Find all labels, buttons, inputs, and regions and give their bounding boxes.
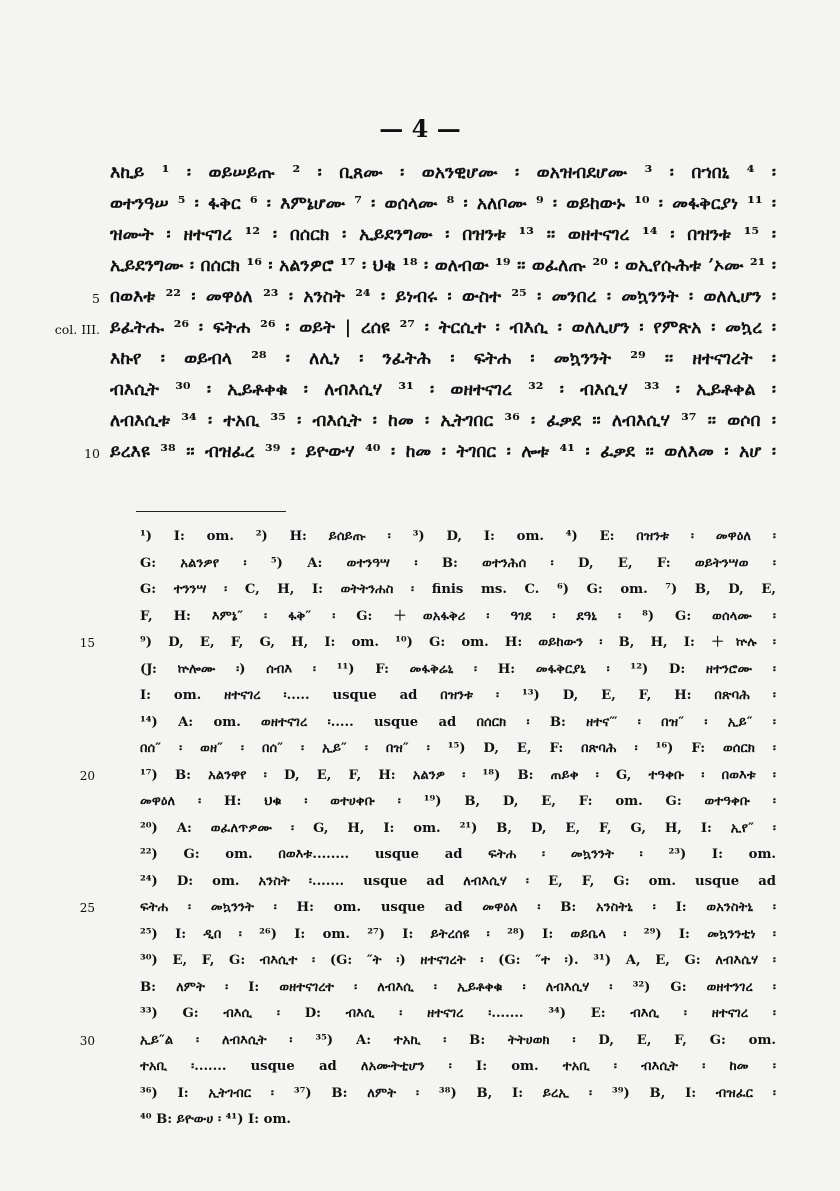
main-text-line — [60, 344, 780, 375]
main-text-line-text: ይረእዩ ³⁸ ፡፡ ብዝፈረ ³⁹ ፡ ይዮውሃ ⁴⁰ ፡ ከመ ፡ ትገበር ፡ ሎቱ ⁴¹ ፡ ፈቃደ ፡፡ ወለእመ ፡ አሆ ፡ — [110, 442, 776, 462]
apparatus-line-text: I: om. ዘተናገረ ፡..... usque ad በዝንቱ ፡ ¹³) D, E, F, H: በጽባሕ ፡ — [140, 688, 776, 703]
apparatus-line-text: ¹) I: om. ²) H: ይሰይጡ ፡ ³) D, I: om. ⁴) E: በዝንቱ ፡ መዋዕለ ፡ — [140, 529, 776, 544]
apparatus-line-text: F, H: እምኔ″ ፡ ፋቅ″ ፡ G: ＋ወአፋቅሪ ፡ ዓገደ ፡ ደዓኒ ፡ ⁸) G: ወሰላሙ ፡ — [140, 608, 776, 624]
main-text-line-text: ኢይደንግሙ ፡ በሰርክ ¹⁶ ፡ አልንዎሮ ¹⁷ ፡ ህቁ ¹⁸ ፡ ወለብው ¹⁹ ፡፡ ወፈለጡ ²⁰ ፡ ወኢየሱሕቱ ʼኦሙ ²¹ ፡ — [110, 256, 776, 276]
apparatus-line — [60, 710, 780, 737]
main-text-line — [60, 437, 780, 468]
main-text-line-text: ለብእሲቱ ³⁴ ፡ ተአቢ ³⁵ ፡ ብእሲት ፡ ከመ ፡ ኢትገበር ³⁶ ፡ ፈቃደ ፡፡ ለብእሲሃ ³⁷ ፡፡ ወሶበ ፡ — [110, 411, 776, 431]
apparatus-line — [60, 683, 780, 710]
apparatus-line — [60, 1001, 780, 1028]
main-text-line-text: ብእሲት ³⁰ ፡ ኢይቶቀቁ ፡ ለብእሲሃ ³¹ ፡ ወዘተናገረ ³² ፡ ብእሲሃ ³³ ፡ ኢይቶቀል ፡ — [110, 380, 776, 400]
apparatus-line — [60, 1107, 780, 1134]
apparatus-line — [60, 736, 780, 763]
main-text-line — [54, 313, 780, 344]
apparatus-line-text: በሰ″ ፡ ወዘ″ ፡ በሰ″ ፡ ኢይ″ ፡ በዝ″ ፡ ¹⁵) D, E, F: በጽባሕ ፡ ¹⁶) F: ወሰርክ ፡ — [140, 741, 776, 756]
main-text-line-text: ይፈትሑ ²⁶ ፡ ፍትሐ ²⁶ ፡ ወይት | ረሰዩ ²⁷ ፡ ትርሲተ ፡ ብእሲ ፡ ወለሊሆን ፡ የምጽአ ፡ መኳረ ፡ — [110, 318, 776, 338]
main-text-line-text: ወተንዓሠ ⁵ ፡ ፋቅር ⁶ ፡ እምኔሆሙ ⁷ ፡ ወሰላሙ ⁸ ፡ አለቦሙ ⁹ ፡ ወይከውኑ ¹⁰ ፡ መፋቅርያነ ¹¹ ፡ — [110, 194, 776, 214]
line-number: 5 — [92, 291, 100, 306]
main-text-line — [60, 220, 780, 251]
apparatus-line-text: ³⁰) E, F, G: ብእሲተ ፡ (G: ″ት ፡) ዘተናገረት ፡ (G: ″ተ ፡). ³¹) A, E, G: ለብእሴሃ ፡ — [140, 953, 776, 968]
main-text-line — [60, 158, 780, 189]
apparatus-line — [60, 975, 780, 1002]
apparatus-line-text: B: ለምት ፡ I: ወዘተናገረተ ፡ ለብእሲ ፡ ኢይቶቀቁ ፡ ለብእሲሃ ፡ ³²) G: ወዘተንገረ ፡ — [140, 979, 776, 995]
line-number: col. III. — [54, 322, 100, 337]
apparatus-line-text: ²⁰) A: ወፈለጥዎሙ ፡ G, H, I: om. ²¹) B, D, E, F, G, H, I: ኢየ″ ፡ — [140, 820, 776, 836]
apparatus-line-text: ተአቢ ፡....... usque ad ለአሙትቲሆን ፡ I: om. ተአቢ ፡ ብእሲት ፡ ከመ ፡ — [140, 1059, 776, 1074]
apparatus-line — [60, 816, 780, 843]
main-text-line-text: እኪይ ¹ ፡ ወይሠይጡ ² ፡ ቢጸሙ ፡ ወአንዊሆሙ ፡ ወአዝብደሆሙ ³ ፡ በኀበኒ ⁴ ፡ — [110, 163, 776, 183]
apparatus-line-text: ⁴⁰ B: ይዮውሀ ፡ ⁴¹) I: om. — [140, 1112, 292, 1127]
apparatus-line-text: G: አልንዎየ ፡ ⁵) A: ወተንዓሣ ፡ B: ወተንሕሰ ፡ D, E, F: ወይትንሣወ ፡ — [140, 555, 776, 571]
main-text-line — [60, 375, 780, 406]
main-text-line — [60, 251, 780, 282]
main-text-line-text: በወእቱ ²² ፡ መዋዕለ ²³ ፡ አንስት ²⁴ ፡ ይነብሩ ፡ ውስተ ²⁵ ፡ መንበረ ፡ መኳንንት ፡ ወለሊሆን ፡ — [110, 287, 776, 307]
apparatus-line — [60, 551, 780, 578]
apparatus-line — [60, 922, 780, 949]
line-number: 30 — [79, 1033, 95, 1048]
line-number: 25 — [79, 901, 95, 915]
apparatus-line-text: ¹⁴) A: om. ወዘተናገረ ፡..... usque ad በሰርክ ፡ B: ዘተና‴ ፡ በዝ″ ፡ ኢይ″ ፡ — [140, 714, 776, 730]
apparatus-line-text: G: ተንንሣ ፡ C, H, I: ወትትንሐስ ፡ finis ms. C. ⁶) G: om. ⁷) B, D, E, — [140, 582, 776, 597]
apparatus-line-text: ³⁶) I: ኢትገብር ፡ ³⁷) B: ለምት ፡ ³⁸) B, I: ይረኢ ፡ ³⁹) B, I: ብዝፈር ፡ — [140, 1085, 776, 1101]
apparatus-line-text: ²²) G: om. በወእቱ........ usque ad ፍትሐ ፡ መኳንንት ፡ ²³) I: om. — [140, 847, 776, 862]
apparatus-line-text: ²⁵) I: ዲበ ፡ ²⁶) I: om. ²⁷) I: ይትረሰዩ ፡ ²⁸) I: ወይቤላ ፡ ²⁹) I: መኳንንቲነ ፡ — [140, 926, 776, 942]
apparatus-line — [60, 657, 780, 684]
main-text-line-text: እኩየ ፡ ወይብላ ²⁸ ፡ ለሊነ ፡ ንፈትሕ ፡ ፍትሐ ፡ መኳንንት ²⁹ ፡፡ ዘተናገረት ፡ — [110, 349, 776, 369]
apparatus-line — [60, 630, 780, 657]
apparatus-line-text: ፍትሐ ፡ መኳንንት ፡ H: om. usque ad መዋዕለ ፡ B: አንስትኒ ፡ I: ወአንስትኒ ፡ — [140, 900, 776, 915]
apparatus-line — [60, 577, 780, 604]
apparatus-line — [60, 604, 780, 631]
apparatus-line — [60, 1028, 780, 1055]
apparatus-line-text: ³³) G: ብእሲ ፡ D: ብእሲ ፡ ዘተናገረ ፡....... ³⁴) E: ብእሲ ፡ ዘተናገረ ፡ — [140, 1006, 776, 1021]
apparatus-line-text: ¹⁷) B: አልንዋየ ፡ D, E, F, H: አልንዎ ፡ ¹⁸) B: ጠይቀ ፡ G, ተዓቀቡ ፡ በወእቱ ፡ — [140, 767, 776, 783]
apparatus-line-text: ⁹) D, E, F, G, H, I: om. ¹⁰) G: om. H: ወይከውን ፡ B, H, I: ＋ኵሉ ፡ — [140, 635, 776, 650]
line-number: 15 — [79, 636, 95, 650]
line-number: 10 — [84, 446, 100, 461]
apparatus-line-text: መዋዕለ ፡ H: ህቁ ፡ ወተሀቀቡ ፡ ¹⁹) B, D, E, F: om. G: ወተዓቀቡ ፡ — [140, 794, 776, 809]
main-text-line-text: ዝሙት ፡ ዘተናገረ ¹² ፡ በሰርክ ፡ ኢይደንግሙ ፡ በዝንቱ ¹³ ፡፡ ወዘተናገረ ¹⁴ ፡ በዝንቱ ¹⁵ ፡ — [110, 225, 776, 245]
apparatus-line — [60, 1081, 780, 1108]
critical-apparatus — [60, 524, 780, 1134]
apparatus-line — [60, 763, 780, 790]
main-text — [54, 158, 780, 468]
apparatus-line — [60, 895, 780, 922]
page-number: — 4 — — [379, 114, 461, 143]
apparatus-line-text: ²⁴) D: om. አንስት ፡....... usque ad ለብእሲሃ ፡ E, F, G: om. usque ad — [140, 873, 776, 889]
main-text-line — [60, 189, 780, 220]
apparatus-line — [60, 524, 780, 551]
apparatus-line — [60, 842, 780, 869]
apparatus-line-text: ኢይ″ል ፡ ለብእሲት ፡ ³⁵) A: ተአኪ ፡ B: ትትሀወክ ፡ D, E, F, G: om. — [140, 1032, 776, 1048]
apparatus-line — [60, 1054, 780, 1081]
apparatus-line — [60, 869, 780, 896]
footnote-rule — [136, 511, 286, 512]
main-text-line — [60, 282, 780, 313]
main-text-line — [60, 406, 780, 437]
apparatus-line — [60, 948, 780, 975]
apparatus-line-text: (J: ኵሎሙ ፡) ሰብእ ፡ ¹¹) F: መፋቅሬኒ ፡ H: መፋቅርያኒ ፡ ¹²) D: ዘተንሮሙ ፡ — [140, 661, 776, 677]
line-number: 20 — [79, 768, 95, 783]
apparatus-line — [60, 789, 780, 816]
